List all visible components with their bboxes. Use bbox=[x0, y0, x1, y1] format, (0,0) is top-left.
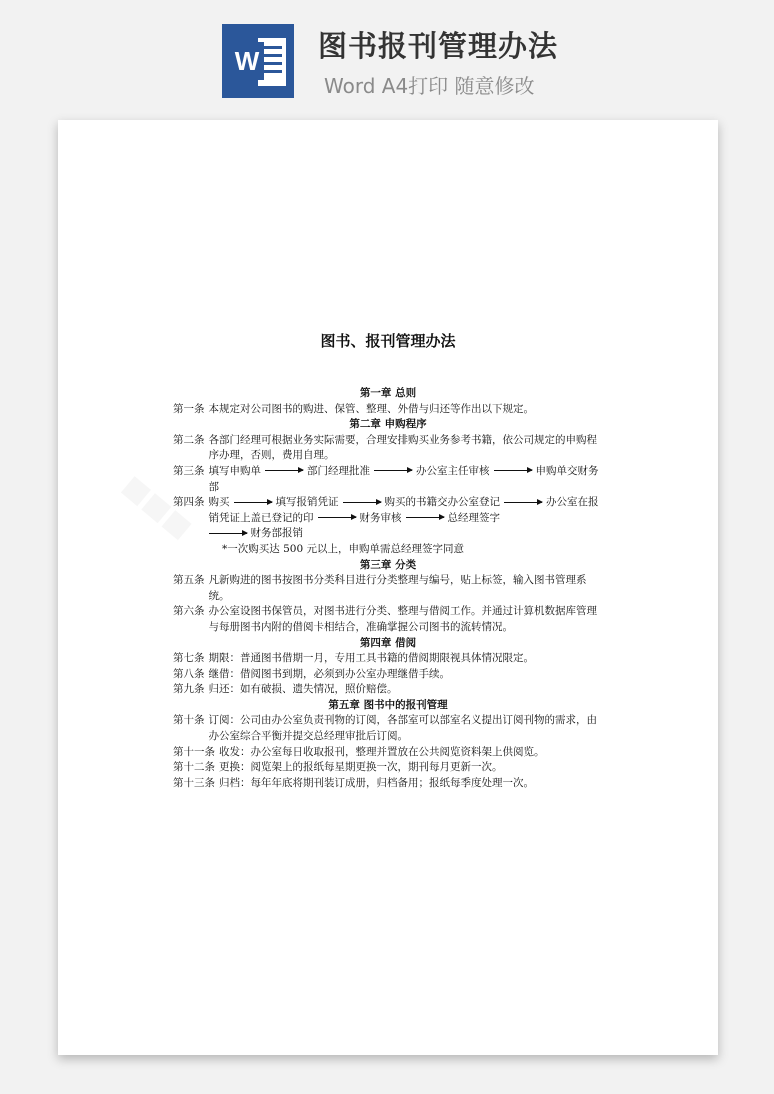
article bbox=[173, 682, 603, 698]
article-label: 第十三条 bbox=[173, 776, 215, 789]
process-step: 购买的书籍交办公室登记 bbox=[384, 496, 500, 509]
article-label: 第二条 bbox=[173, 433, 205, 446]
process-flow bbox=[209, 464, 604, 495]
page-subtitle: Word A4打印 随意修改 bbox=[324, 74, 535, 98]
arrow-icon bbox=[318, 517, 356, 518]
page-title: 图书报刊管理办法 bbox=[318, 29, 559, 63]
article-label: 第一条 bbox=[173, 402, 205, 415]
process-step: 填写报销凭证 bbox=[275, 496, 339, 509]
svg-text:W: W bbox=[234, 46, 260, 76]
article-label: 第八条 bbox=[173, 667, 205, 680]
article-label: 第七条 bbox=[173, 652, 205, 665]
arrow-icon bbox=[374, 470, 412, 471]
article-text: 本规定对公司图书的购进、保管、整理、外借与归还等作出以下规定。 bbox=[208, 402, 534, 415]
article-label: 第五条 bbox=[173, 574, 205, 587]
article bbox=[173, 745, 603, 761]
article-text: 期限：普通图书借期一月，专用工具书籍的借阅期限视具体情况限定。 bbox=[208, 652, 534, 665]
article-label: 第四条 bbox=[173, 496, 205, 509]
arrow-icon bbox=[504, 502, 542, 503]
process-step: 总经理签字 bbox=[447, 511, 500, 524]
article-text: 订阅：公司由办公室负责刊物的订阅，各部室可以部室名义提出订阅刊物的需求，由办公室综合平衡并提交总经理审批后订阅。 bbox=[208, 714, 597, 743]
article bbox=[173, 651, 603, 667]
process-step: 办公室主任审核 bbox=[416, 464, 490, 477]
header bbox=[0, 0, 774, 118]
arrow-icon bbox=[265, 470, 303, 471]
article-text: 凡新购进的图书按图书分类科目进行分类整理与编号，贴上标签，输入图书管理系统。 bbox=[208, 574, 587, 602]
article-label: 第十一条 bbox=[173, 745, 215, 758]
chapter-heading: 第二章 申购程序 bbox=[349, 418, 427, 431]
article bbox=[173, 495, 603, 542]
chapter-heading: 第四章 借阅 bbox=[359, 636, 417, 649]
article bbox=[173, 433, 603, 464]
article bbox=[173, 776, 603, 792]
arrow-icon bbox=[406, 517, 444, 518]
arrow-icon bbox=[234, 502, 272, 503]
article-text: 办公室设图书保管员，对图书进行分类、整理与借阅工作。并通过计算机数据库管理与每册图书内附的借阅卡相结合，准确掌握公司图书的流转情况。 bbox=[208, 605, 597, 633]
article bbox=[173, 402, 603, 418]
article-label: 第九条 bbox=[173, 683, 205, 696]
process-step: 申购单交财务部 bbox=[208, 464, 599, 493]
chapter-heading: 第一章 总则 bbox=[359, 387, 417, 399]
word-icon bbox=[222, 24, 294, 98]
chapter-heading: 第三章 分类 bbox=[359, 558, 417, 571]
document-body bbox=[173, 386, 603, 791]
article bbox=[173, 573, 603, 604]
article-label: 第十二条 bbox=[173, 761, 215, 774]
article-text: 更换：阅览架上的报纸每星期更换一次，期刊每月更新一次。 bbox=[219, 761, 503, 774]
arrow-icon bbox=[343, 502, 381, 503]
article-label: 第六条 bbox=[173, 605, 205, 618]
process-step: 办公室在报销凭证上盖已登记的印 bbox=[208, 496, 599, 524]
process-flow bbox=[209, 495, 604, 542]
article-text: 归档：每年年底将期刊装订成册，归档备用；报纸每季度处理一次。 bbox=[219, 776, 534, 789]
process-step: 财务部报销 bbox=[250, 527, 303, 540]
article-text: 继借：借阅图书到期，必须到办公室办理继借手续。 bbox=[208, 667, 450, 680]
process-step: 部门经理批准 bbox=[307, 464, 370, 477]
article bbox=[173, 604, 603, 635]
chapter-heading: 第五章 图书中的报刊管理 bbox=[328, 698, 448, 711]
document-page bbox=[58, 120, 718, 1055]
arrow-icon bbox=[494, 470, 532, 471]
article bbox=[173, 760, 603, 776]
article bbox=[173, 464, 603, 495]
process-step: 填写申购单 bbox=[208, 464, 261, 477]
document-title: 图书、报刊管理办法 bbox=[320, 332, 456, 350]
process-step: 财务审核 bbox=[359, 511, 402, 524]
article bbox=[173, 713, 603, 744]
article bbox=[173, 667, 603, 683]
note: *一次购买达 500 元以上，申购单需总经理签字同意 bbox=[222, 542, 464, 555]
article-label: 第三条 bbox=[173, 464, 205, 477]
article-text: 收发：办公室每日收取报刊，整理并置放在公共阅览资料架上供阅览。 bbox=[219, 745, 545, 758]
article-label: 第十条 bbox=[173, 714, 205, 727]
arrow-icon bbox=[209, 533, 247, 534]
process-step: 购买 bbox=[208, 496, 230, 509]
article-text: 各部门经理可根据业务实际需要，合理安排购买业务参考书籍，依公司规定的申购程序办理，否则，费用自理。 bbox=[208, 433, 597, 462]
article-text: 归还：如有破损、遗失情况，照价赔偿。 bbox=[208, 683, 398, 696]
